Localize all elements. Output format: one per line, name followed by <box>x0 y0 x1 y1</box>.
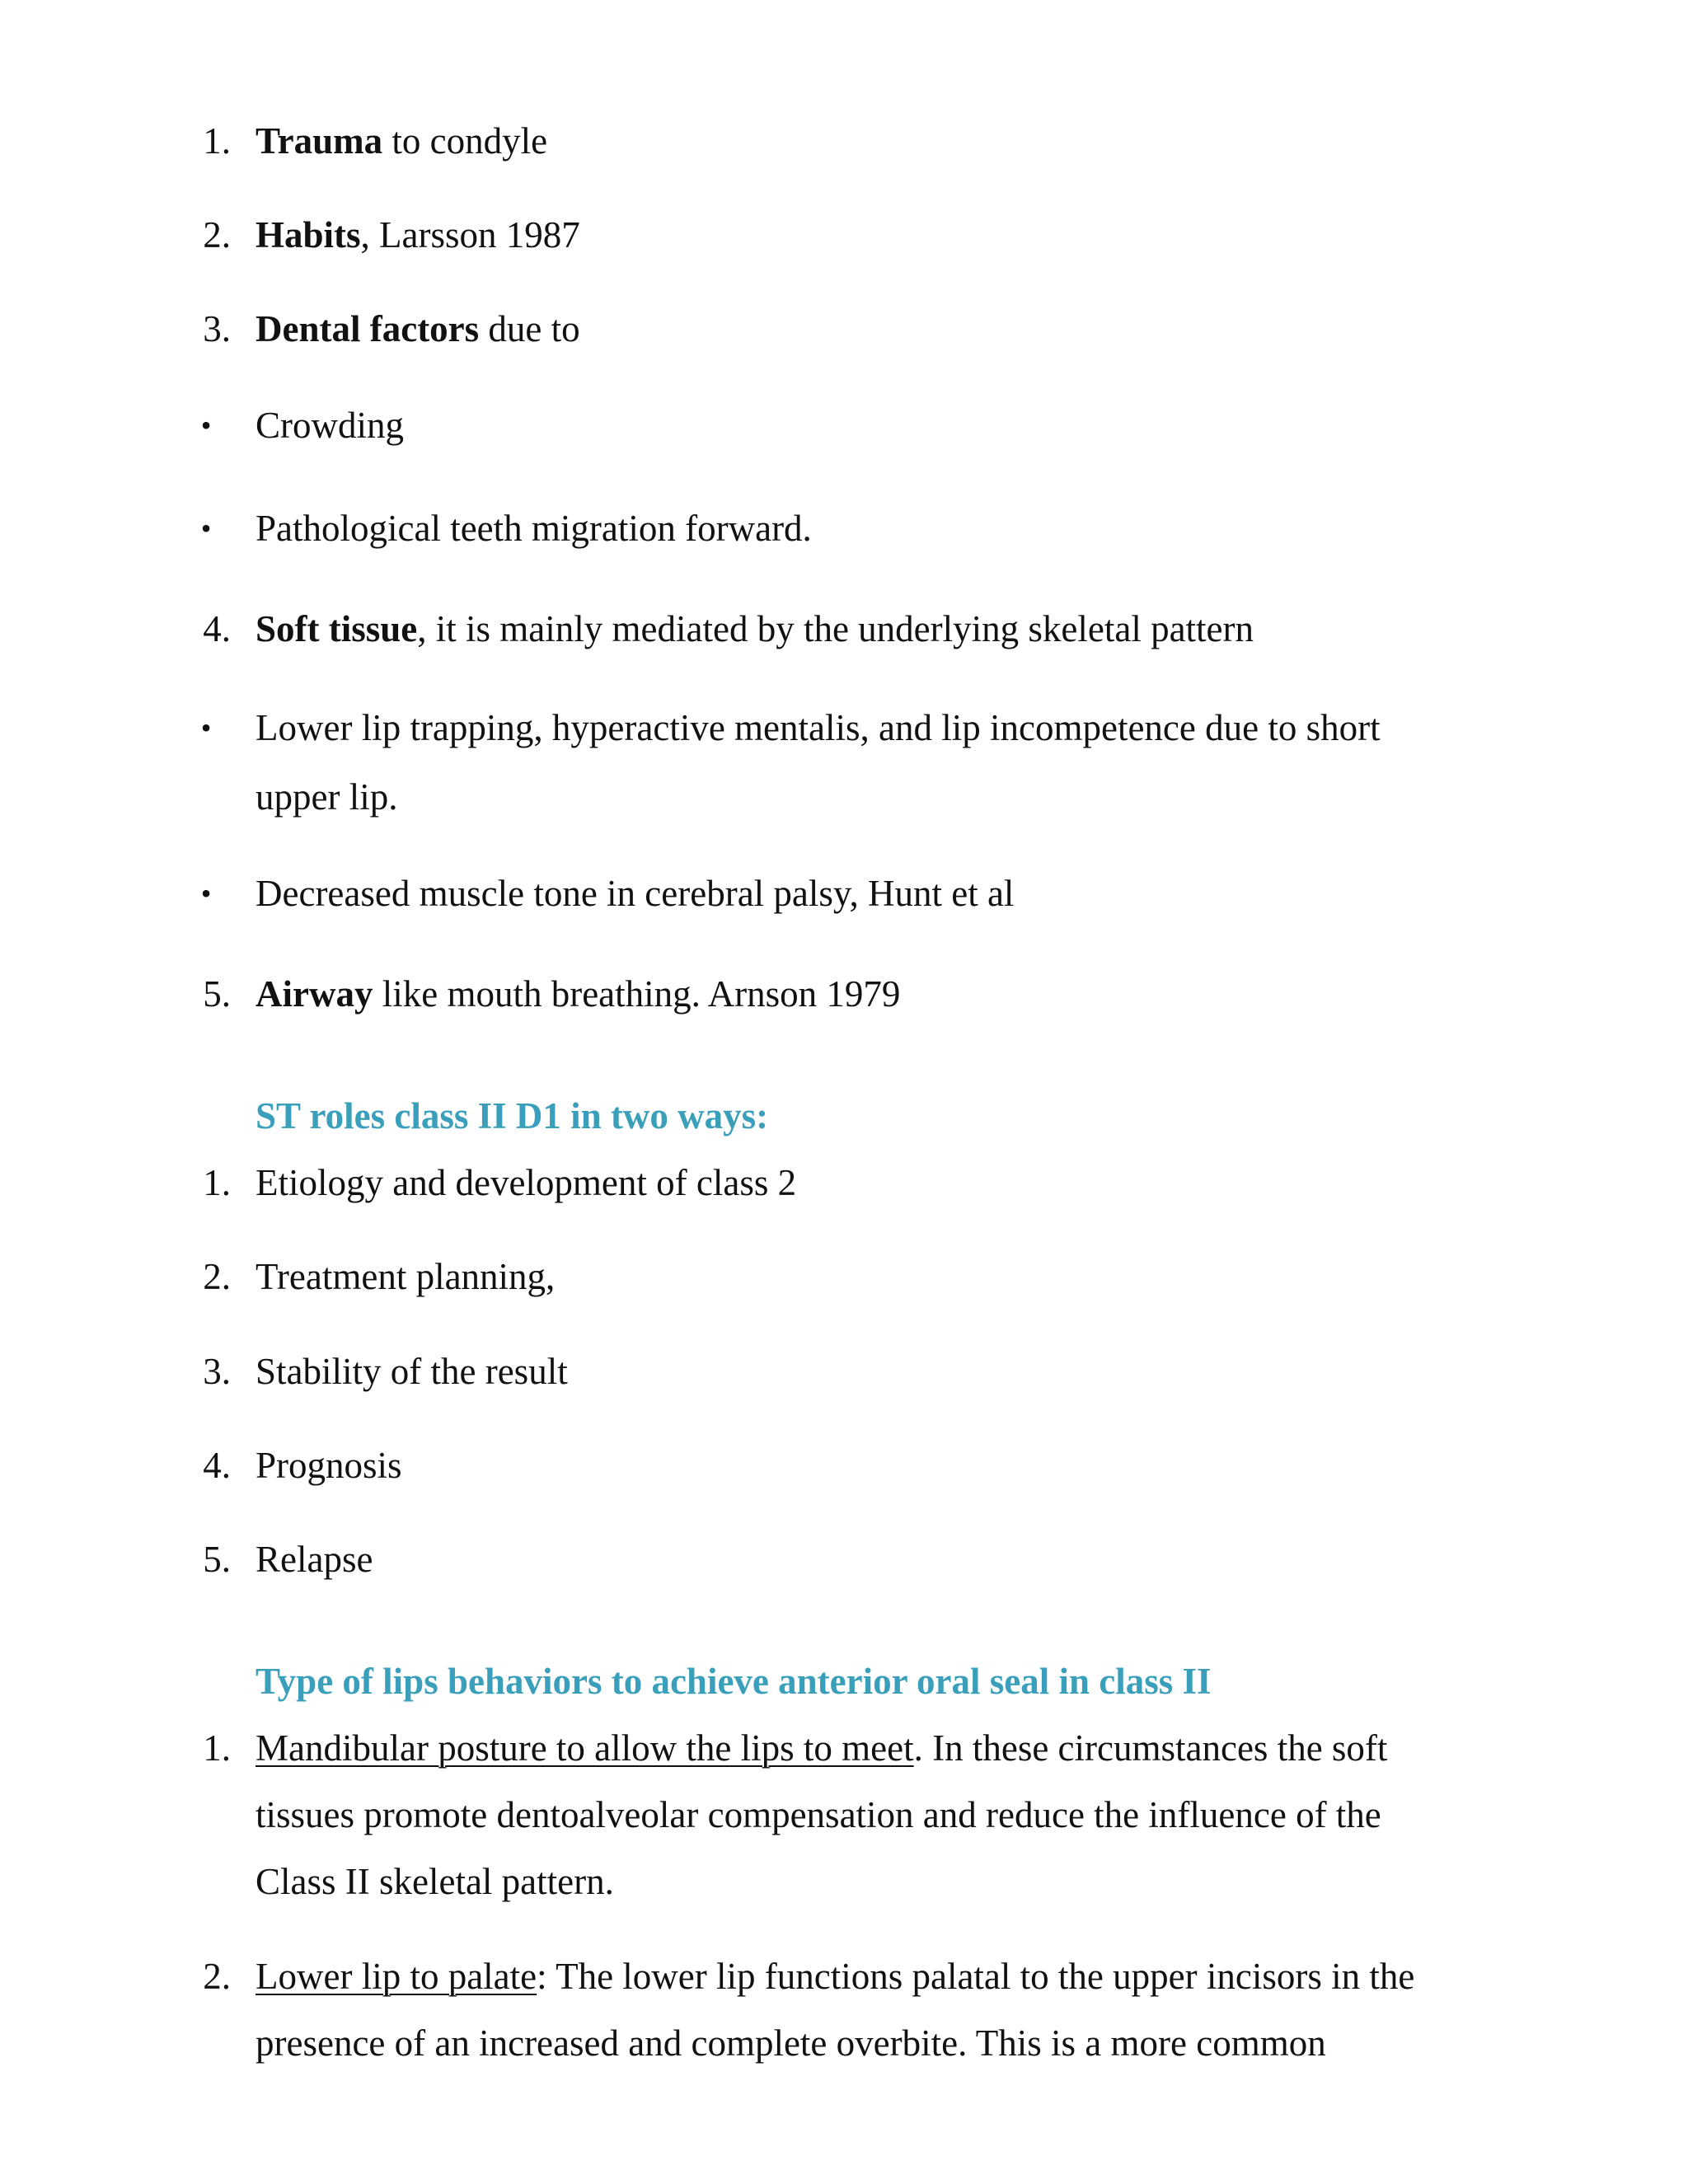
list-number: 2. <box>203 1256 231 1297</box>
list-item-trauma <box>256 118 547 164</box>
section-heading: Type of lips behaviors to achieve anterior oral seal in class II <box>256 1661 1212 1702</box>
item-text: like mouth breathing. Arnson 1979 <box>373 973 901 1015</box>
list-number: 3. <box>203 1351 231 1392</box>
list-number: 2. <box>203 214 231 255</box>
list-item: Etiology and development of class 2 <box>256 1162 797 1203</box>
list-item: Stability of the result <box>256 1351 568 1392</box>
list-item-mandibular-posture-line1 <box>256 1725 1387 1771</box>
bullet-item-pathological-migration: Pathological teeth migration forward. <box>256 508 812 549</box>
list-item: Treatment planning, <box>256 1256 556 1297</box>
bullet-icon: • <box>200 877 212 910</box>
bold-term: Trauma <box>256 120 383 162</box>
list-number: 1. <box>203 1727 231 1769</box>
list-number: 5. <box>203 973 231 1015</box>
list-item-airway <box>256 971 900 1017</box>
list-number: 1. <box>203 120 231 162</box>
item-text: , it is mainly mediated by the underlying skeletal pattern <box>417 608 1254 649</box>
bullet-item-lower-lip-line2: upper lip. <box>256 776 398 818</box>
bold-term: Dental factors <box>256 308 480 349</box>
bullet-item-lower-lip-line1: Lower lip trapping, hyperactive mentalis, and lip incompetence due to short <box>256 707 1381 748</box>
item-text: : The lower lip functions palatal to the upper incisors in the <box>537 1956 1415 1997</box>
list-item-lower-lip-palate-line1 <box>256 1953 1414 1999</box>
bold-term: Airway <box>256 973 373 1015</box>
bold-term: Soft tissue <box>256 608 418 649</box>
bullet-icon: • <box>200 512 212 545</box>
bullet-icon: • <box>200 409 212 442</box>
underlined-term: Mandibular posture to allow the lips to meet <box>256 1727 914 1769</box>
list-number: 1. <box>203 1162 231 1203</box>
bullet-item-cerebral-palsy: Decreased muscle tone in cerebral palsy, Hunt et al <box>256 873 1015 914</box>
list-number: 4. <box>203 1445 231 1486</box>
list-item: Relapse <box>256 1539 373 1580</box>
list-item-dental-factors <box>256 306 580 352</box>
list-number: 4. <box>203 608 231 649</box>
item-text: , Larsson 1987 <box>360 214 580 255</box>
list-number: 2. <box>203 1956 231 1997</box>
item-text: to condyle <box>382 120 548 162</box>
underlined-term: Lower lip to palate <box>256 1956 537 1997</box>
bullet-item-crowding: Crowding <box>256 405 404 446</box>
list-item-habits <box>256 212 580 258</box>
list-item-mandibular-posture-line3: Class II skeletal pattern. <box>256 1861 614 1902</box>
list-number: 3. <box>203 308 231 349</box>
list-item-lower-lip-palate-line2: presence of an increased and complete overbite. This is a more common <box>256 2022 1326 2064</box>
bullet-icon: • <box>200 711 212 744</box>
list-item-soft-tissue <box>256 606 1254 652</box>
section-heading: ST roles class II D1 in two ways: <box>256 1095 769 1137</box>
list-item: Prognosis <box>256 1445 402 1486</box>
list-item-mandibular-posture-line2: tissues promote dentoalveolar compensation and reduce the influence of the <box>256 1794 1381 1835</box>
list-number: 5. <box>203 1539 231 1580</box>
item-text: . In these circumstances the soft <box>913 1727 1388 1769</box>
item-text: due to <box>479 308 580 349</box>
bold-term: Habits <box>256 214 361 255</box>
